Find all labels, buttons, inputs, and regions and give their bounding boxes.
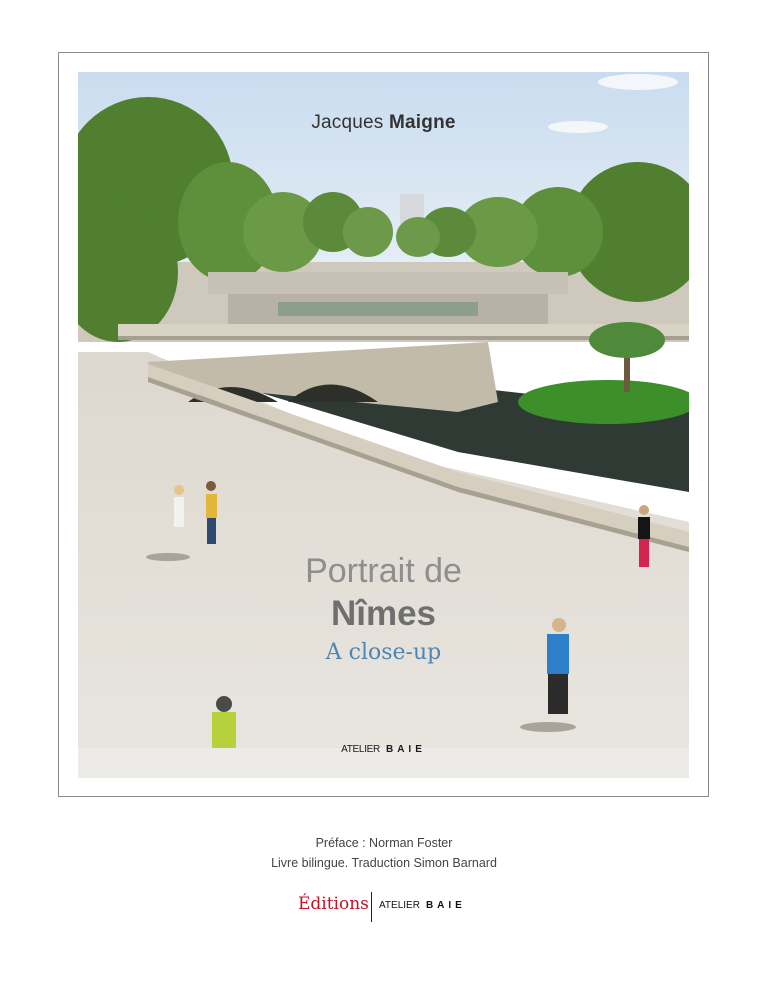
editions-label: Éditions [298,894,369,914]
title-line-1: Portrait de [305,552,462,590]
cover-subtitle: A close-up [325,640,442,665]
imprint-publisher-part1: ATELIER [379,900,420,911]
author-last-name: Maigne [389,112,456,133]
cover-photo [78,72,689,778]
title-line-2: Nîmes [330,594,437,633]
cover-publisher-part2: BAIE [385,744,426,755]
cover-publisher-logo [78,744,689,755]
imprint-publisher-logo [379,900,466,911]
author-name [78,112,689,134]
imprint-divider [371,892,372,922]
imprint-publisher-part2: BAIE [425,900,466,911]
cover-publisher-part1: ATELIER [341,744,380,755]
preface-credit: Préface : Norman Foster [315,836,453,850]
publisher-imprint [0,892,768,922]
author-first-name: Jacques [311,112,384,133]
book-cover [78,72,689,778]
translation-credit: Livre bilingue. Traduction Simon Barnard [271,856,497,870]
